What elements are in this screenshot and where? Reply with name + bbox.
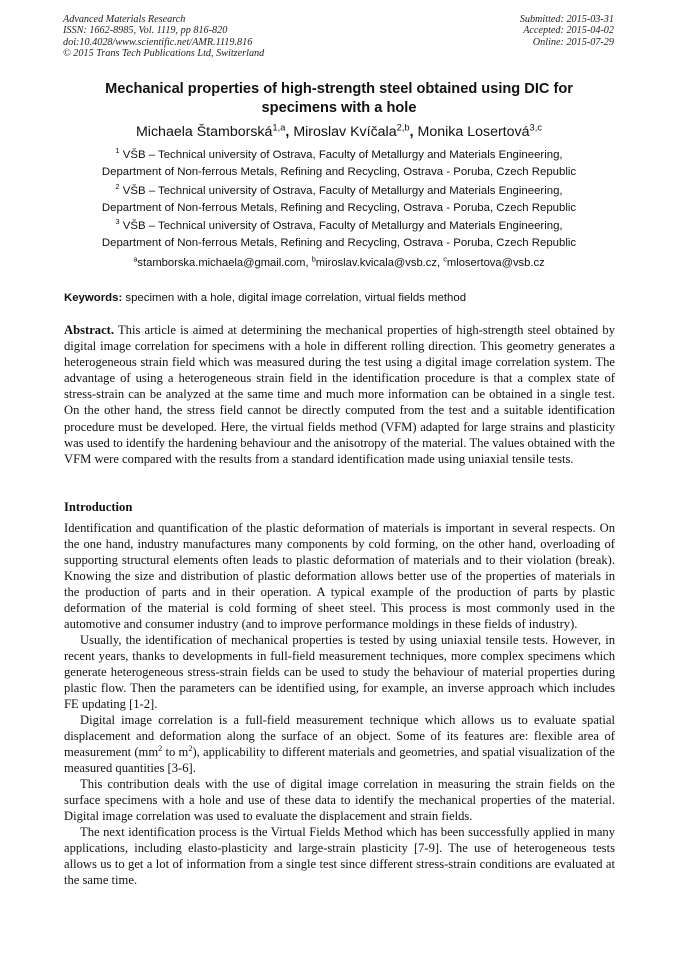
- date-online: Online: 2015-07-29: [532, 36, 614, 48]
- author-1-affil-mark: 1,a: [272, 122, 286, 133]
- intro-paragraph-5: The next identification process is the Virtual Fields Method which has been successfully applied in many applications, including elasto-plasticity and large-strain plasticity [7-9]. The use of heterogeneous tests allows us to get a lot of information from a single test since different stress-strain conditions are evaluated at the same time.: [64, 825, 615, 887]
- journal-issn: ISSN: 1662-8985, Vol. 1119, pp 816-820: [63, 25, 228, 37]
- introduction-body: [64, 520, 615, 888]
- intro-paragraph-3: Digital image correlation is a full-field measurement technique which allows us to evaluate spatial displacement and deformation along the surface of an object. Some of its features are: flexible area of measurement ($mm^2$ to $m^2$), applicability to different materials and geometries, and spatial visualization of the measured quantities [3-6].: [64, 713, 616, 775]
- affiliation-3: $^3$ VŠB – Technical university of Ostrava, Faculty of Metallurgy and Materials Engineering, Department of Non-ferrous Metals, Refining and Recycling, Ostrava - Poruba, Czech Republic: [101, 217, 577, 249]
- email-link-a[interactable]: stamborska.michaela@gmail.com: [137, 257, 306, 269]
- intro-paragraph-4: This contribution deals with the use of digital image correlation in measuring the strain fields on the surface specimens with a hole and use of these data to identify the mechanical properties of the material. Digital image correlation was used to evaluate the displacement and strain fields.: [64, 777, 615, 823]
- affiliation-1: $^1$ VŠB – Technical university of Ostrava, Faculty of Metallurgy and Materials Engineering, Department of Non-ferrous Metals, Refining and Recycling, Ostrava - Poruba, Czech Republic: [101, 146, 577, 178]
- keywords: [64, 290, 624, 306]
- publication-dates: [520, 14, 614, 48]
- journal-doi[interactable]: doi:10.4028/www.scientific.net/AMR.1119.816: [63, 36, 253, 48]
- journal-copyright: © 2015 Trans Tech Publications Ltd, Switzerland: [63, 47, 265, 59]
- author-emails: $^a$stamborska.michaela@gmail.com, $^b$miroslav.kvicala@vsb.cz, $^c$mlosertova@vsb.cz: [133, 254, 545, 269]
- affiliation-2: $^2$ VŠB – Technical university of Ostrava, Faculty of Metallurgy and Materials Engineering, Department of Non-ferrous Metals, Refining and Recycling, Ostrava - Poruba, Czech Republic: [101, 182, 577, 214]
- title-line-1: Mechanical properties of high-strength steel obtained using DIC for: [105, 81, 573, 97]
- author-3-affil-mark: 3,c: [529, 122, 542, 133]
- intro-paragraph-2: Usually, the identification of mechanical properties is tested by using uniaxial tensile tests. However, in recent years, thanks to developments in full-field measurement techniques, more complex specimens which generate heterogeneous stress-strain fields can be used to study the behaviour of material properties during plastic flow. Then the parameters can be identified using, for example, an inverse approach which includes FE updating [1-2].: [64, 633, 615, 711]
- keywords-text: specimen with a hole, digital image correlation, virtual fields method: [122, 292, 467, 304]
- section-heading-introduction: Introduction: [64, 500, 133, 514]
- date-submitted: Submitted: 2015-03-31: [519, 14, 614, 25]
- author-list: Michaela Štamborská$^{1,a}$, Miroslav Kvíčala$^{2,b}$, Monika Losertová$^{3,c}$: [135, 122, 542, 140]
- author-3: Monika Losertová$^{3,c}$: [417, 122, 542, 140]
- title-line-2: specimens with a hole: [261, 99, 417, 116]
- abstract: [64, 322, 615, 467]
- abstract-label: Abstract.: [64, 323, 115, 337]
- author-2-affil-mark: 2,b: [396, 122, 410, 133]
- author-2: Miroslav Kvíčala$^{2,b}$: [293, 122, 410, 140]
- author-1: Michaela Štamborská$^{1,a}$: [135, 122, 286, 140]
- email-link-b[interactable]: miroslav.kvicala@vsb.cz: [315, 257, 437, 269]
- keywords-label: Keywords:: [64, 292, 123, 304]
- paper-title: [64, 80, 614, 117]
- intro-paragraph-1: Identification and quantification of the plastic deformation of materials is important in several respects. On the one hand, industry manufactures many components by cold forming, on the other hand, overloading of supporting structural elements often leads to plastic deformation of materials and to their violation (break). Knowing the size and distribution of plastic deformation allows better use of the properties of materials in the production of parts and in their operation. A typical example of the production of parts by plastic deformation of the material is cold forming of sheet steel. This process is most commonly used in the automotive and consumer industry (and to improve performance moldings in these fields of industry).: [64, 521, 615, 631]
- abstract-text: This article is aimed at determining the mechanical properties of high-strength steel obtained by digital image correlation for specimens with a hole in different rolling direction. This geometry generates a heterogeneous strain field which was measured during the test using a digital image correlation system. The advantage of using a heterogeneous strain field in the identification procedure is that a complex state of stress-strain can be analyzed at the same time and much more information can be obtained in a single test. On the other hand, the stress field cannot be directly computed from the test and a suitable identification procedure must be developed. Here, the virtual fields method (VFM) adapted for large strains and plasticity was used to identify the hardening behaviour and the anisotropy of the material. The values obtained with the VFM were compared with the results from a standard identification made using uniaxial tensile tests.: [64, 323, 615, 466]
- email-link-c[interactable]: mlosertova@vsb.cz: [446, 257, 545, 269]
- journal-name: Advanced Materials Research: [63, 14, 186, 25]
- date-accepted: Accepted: 2015-04-02: [523, 25, 614, 37]
- journal-info: [63, 14, 264, 59]
